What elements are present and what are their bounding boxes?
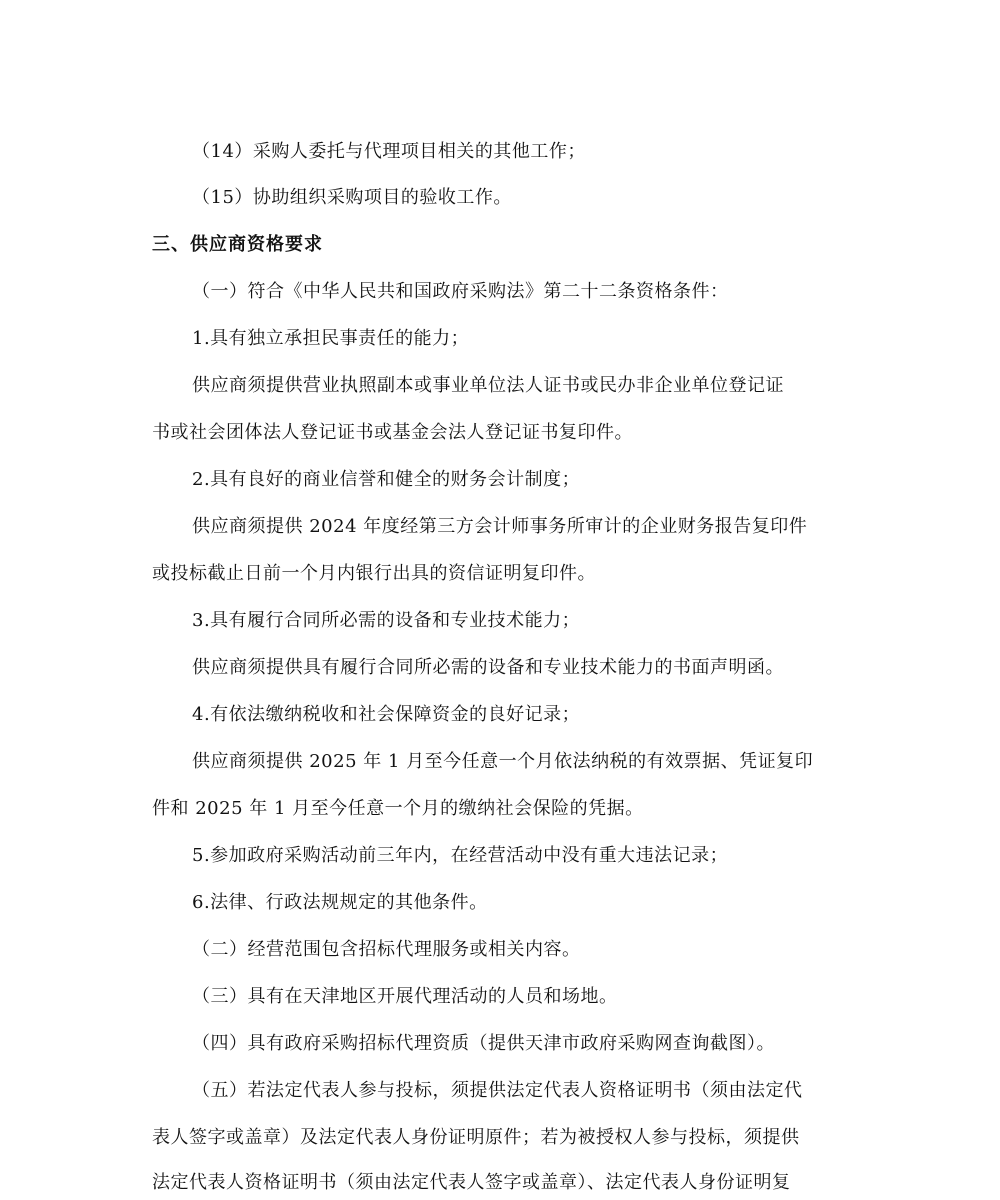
requirement-item-1: （一）符合《中华人民共和国政府采购法》第二十二条资格条件：: [192, 281, 729, 302]
requirement-item-2: （二）经营范围包含招标代理服务或相关内容。: [192, 939, 581, 960]
requirement-subitem-4: 4.有依法缴纳税收和社会保障资金的良好记录；: [192, 704, 581, 725]
requirement-detail-line: 供应商须提供 2025 年 1 月至今任意一个月依法纳税的有效票据、凭证复印: [192, 751, 814, 772]
requirement-detail-line: 供应商须提供具有履行合同所必需的设备和专业技术能力的书面声明函。: [192, 657, 784, 678]
requirement-detail-line: 供应商须提供 2024 年度经第三方会计师事务所审计的企业财务报告复印件: [192, 516, 808, 537]
requirement-detail-line: 供应商须提供营业执照副本或事业单位法人证书或民办非企业单位登记证: [192, 375, 784, 396]
requirement-subitem-2: 2.具有良好的商业信誉和健全的财务会计制度；: [192, 469, 581, 490]
requirement-item-3: （三）具有在天津地区开展代理活动的人员和场地。: [192, 986, 618, 1007]
requirement-detail-line: 或投标截止日前一个月内银行出具的资信证明复印件。: [152, 563, 596, 584]
requirement-subitem-3: 3.具有履行合同所必需的设备和专业技术能力；: [192, 610, 581, 631]
requirement-detail-line: 法定代表人资格证明书（须由法定代表人签字或盖章）、法定代表人身份证明复: [152, 1172, 791, 1193]
requirement-subitem-1: 1.具有独立承担民事责任的能力；: [192, 328, 470, 349]
requirement-detail-line: 件和 2025 年 1 月至今任意一个月的缴纳社会保险的凭据。: [152, 798, 644, 819]
section-heading-supplier-requirements: 三、供应商资格要求: [152, 234, 323, 255]
requirement-subitem-6: 6.法律、行政法规规定的其他条件。: [192, 892, 488, 913]
requirement-item-5: （五）若法定代表人参与投标，须提供法定代表人资格证明书（须由法定代: [192, 1080, 803, 1101]
requirement-item-4: （四）具有政府采购招标代理资质（提供天津市政府采购网查询截图）。: [192, 1033, 775, 1054]
requirement-detail-line: 表人签字或盖章）及法定代表人身份证明原件；若为被授权人参与投标，须提供: [152, 1127, 800, 1148]
requirement-detail-line: 书或社会团体法人登记证书或基金会法人登记证书复印件。: [152, 422, 633, 443]
requirement-subitem-5: 5.参加政府采购活动前三年内，在经营活动中没有重大违法记录；: [192, 845, 729, 866]
paragraph-line-15: （15）协助组织采购项目的验收工作。: [192, 187, 512, 208]
paragraph-line-14: （14）采购人委托与代理项目相关的其他工作；: [192, 141, 586, 162]
